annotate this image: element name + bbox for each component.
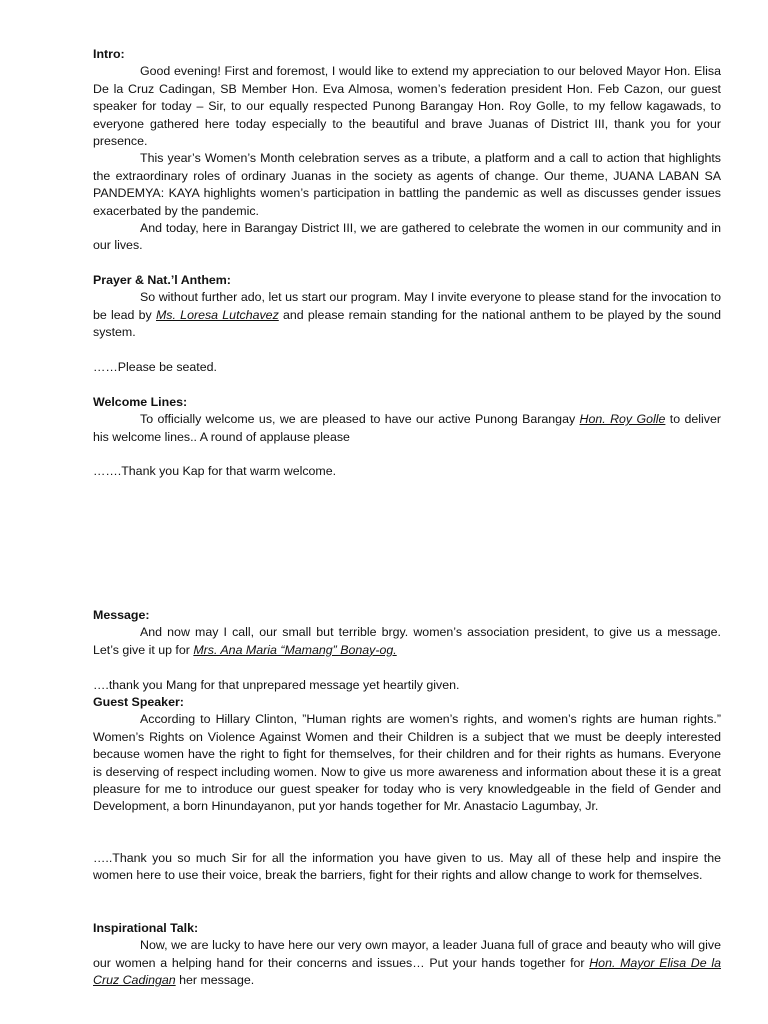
inspirational-text-a: Now, we are lucky to have here our very own mayor, a leader Juana full of grace and beauty who will give our women a helping hand for their concerns and issues… Put your hands together for <box>93 938 721 970</box>
intro-section <box>93 46 721 255</box>
message-paragraph <box>93 624 721 659</box>
prayer-text-b: and please remain standing for the national anthem to be played by the sound system. <box>93 307 722 340</box>
invocation-leader-name: Ms. Loresa Lutchavez <box>155 307 279 322</box>
prayer-section <box>93 272 721 342</box>
inspirational-section <box>93 920 721 990</box>
intro-heading: Intro: <box>93 47 125 61</box>
inspirational-heading: Inspirational Talk: <box>93 921 199 935</box>
prayer-heading: Prayer & Nat.’l Anthem: <box>93 273 231 287</box>
intro-paragraph-1: Good evening! First and foremost, I would like to extend my appreciation to our beloved Mayor Hon. Elisa De la Cruz Cadingan, SB Member Hon. Eva Almosa, women’s federation president Hon. Feb Cazon, our guest speaker for today – Sir, to our equally respected Punong Barangay Hon. Roy Golle, to my fellow kagawads, to everyone gathered here today especially to the beautiful and brave Juanas of District III, thank you for your presence. <box>93 64 721 149</box>
message-text-a: And now may I call, our small but terrible brgy. women’s association president, to give us a message. Let’s give it up for <box>93 625 721 657</box>
guest-speaker-section <box>93 694 721 816</box>
prayer-after-line: ……Please be seated. <box>93 360 217 374</box>
message-after-line: ….thank you Mang for that unprepared message yet heartily given. <box>93 678 460 692</box>
welcome-text-b: to deliver his welcome lines.. A round of applause please <box>93 412 721 444</box>
welcome-after-line: …….Thank you Kap for that warm welcome. <box>93 464 337 478</box>
association-president-name: Mrs. Ana Maria “Mamang” Bonay-og. <box>193 642 397 657</box>
welcome-heading: Welcome Lines: <box>93 395 188 409</box>
inspirational-paragraph <box>93 937 721 989</box>
guest-speaker-heading: Guest Speaker: <box>93 695 184 709</box>
guest-speaker-paragraph: According to Hillary Clinton, ”Human rights are women’s rights, and women’s rights are human rights.” Women’s Rights on Violence Against Women and their Children is a subject that we must be deeply interested because women have the right to fight for themselves, for their children and for their rights as humans. Everyone is deserving of respect including women. Now to give us more awareness and information about these it is a great pleasure for me to introduce our guest speaker for today who is very knowledgeable in the field of Gender and Development, a born Hinundayanon, put yor hands together for Mr. Anastacio Lagumbay, Jr. <box>93 712 721 814</box>
prayer-paragraph <box>93 289 721 341</box>
welcome-text-a: To officially welcome us, we are pleased to have our active Punong Barangay <box>140 412 580 427</box>
welcome-section <box>93 394 721 446</box>
intro-paragraph-2: This year’s Women’s Month celebration serves as a tribute, a platform and a call to action that highlights the extraordinary roles of ordinary Juanas in the society as agents of change. Our theme, JUANA LABAN SA PANDEMYA: KAYA highlights women’s participation in battling the pandemic as well as discusses gender issues exacerbated by the pandemic. <box>93 151 721 218</box>
prayer-text-a: So without further ado, let us start our program. May I invite everyone to please stand for the invocation to be lead by <box>93 290 721 322</box>
message-section <box>93 607 721 659</box>
mayor-name: Hon. Mayor Elisa De la Cruz Cadingan <box>93 955 721 988</box>
intro-paragraph-3: And today, here in Barangay District III, we are gathered to celebrate the women in our community and in our lives. <box>93 221 721 253</box>
welcome-paragraph <box>93 411 721 446</box>
punong-barangay-name: Hon. Roy Golle <box>579 412 666 427</box>
guest-after-paragraph: …..Thank you so much Sir for all the information you have given to us. May all of these help and inspire the women here to use their voice, break the barriers, fight for their rights and allow change to work for themselves. <box>93 851 721 883</box>
inspirational-text-b: her message. <box>175 973 255 988</box>
message-heading: Message: <box>93 608 150 622</box>
